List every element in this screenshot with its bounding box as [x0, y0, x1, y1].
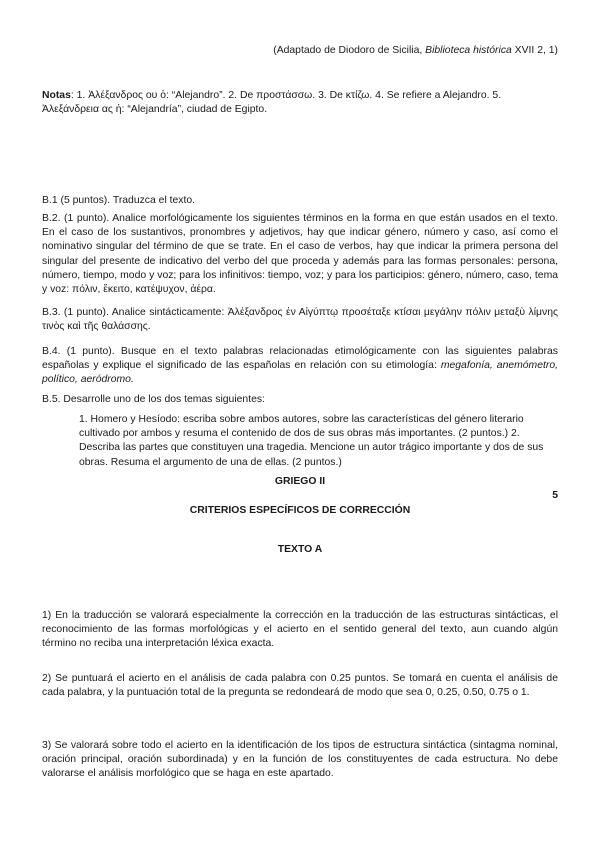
criterion-3: 3) Se valorará sobre todo el acierto en la identificación de los tipos de estructura sintáctica (sintagma nominal, oración principal, oración subordinada) y en la función de los constituyentes de cada estructura. No debe valorarse el análisis morfológico que se haga en este apartado.	[42, 740, 558, 780]
question-b2: B.2. (1 punto). Analice morfológicamente los siguientes términos en la forma en que están usados en el texto. En el caso de los sustantivos, pronombres y adjetivos, hay que indicar género, número y caso, así como el nominativo singular del término de que se trate. En el caso de verbos, hay que indicar la primera persona del singular del presente de indicativo del verbo del que proceda y además para las formas personales: persona, número, tiempo, modo y voz; para los infinitivos: tiempo, voz; y para los participios: género, número, caso, tema y voz: πόλιν, ἔκειτο, κατέψυχον, ἀέρα.	[42, 213, 558, 296]
notes-paragraph	[42, 89, 558, 117]
criteria-title: CRITERIOS ESPECÍFICOS DE CORRECCIÓN	[189, 505, 411, 516]
page-number: 5	[552, 490, 558, 501]
notes-text: : 1. Ἀλέξανδρος ου ὁ: “Alejandro”. 2. De προστάσσω. 3. De κτίζω. 4. Se refiere a Alejandro. 5. Ἀλεξάνδρεια ας ἡ: “Alejandría”, ciudad de Egipto.	[42, 90, 502, 116]
question-b3: B.3. (1 punto). Analice sintácticamente: Ἀλέξανδρος ἐν Αἰγύπτῳ προσέταξε κτίσαι μεγάλην πόλιν μεταξὺ λίμνης τινὸς καὶ τῆς θαλάσσης.	[42, 307, 558, 333]
question-b4-words: megafonía, anemómetro, político, aeródromo.	[42, 360, 559, 386]
criterion-2: 2) Se puntuará el acierto en el análisis de cada palabra con 0.25 puntos. Se tomará en cuenta el análisis de cada palabra, y la puntuación total de la pregunta se redondeará de modo que sea 0, 0.25, 0.50, 0.75 o 1.	[42, 673, 558, 699]
source-prefix: (Adaptado de Diodoro de Sicilia,	[273, 45, 426, 56]
criterion-1: 1) En la traducción se valorará especialmente la corrección en la traducción de las estructuras sintácticas, el reconocimiento de las formas morfológicas y el acierto en el sentido general del texto, aun cuando algún término no reciba una interpretación léxica exacta.	[42, 610, 558, 650]
question-b5-topics: 1. Homero y Hesíodo: escriba sobre ambos autores, sobre las características del género literario cultivado por ambos y resuma el contenido de dos de sus obras más importantes. (2 puntos.) 2. Describa las partes que constituyen una tragedia. Mencione un autor trágico importante y dos de sus obras. Resuma el argumento de una de ellas. (2 puntos.)	[79, 414, 544, 468]
source-suffix: XVII 2, 1)	[511, 45, 558, 56]
question-b1: B.1 (5 puntos). Traduzca el texto.	[42, 195, 196, 206]
subject-heading: GRIEGO II	[274, 476, 326, 487]
question-b4-text: B.4. (1 punto). Busque en el texto palabras relacionadas etimológicamente con las siguientes palabras españolas y explique el significado de las españolas en relación con su etimología:	[42, 346, 558, 372]
question-b4	[42, 345, 558, 388]
source-title: Biblioteca histórica	[425, 45, 512, 56]
notes-label: Notas	[42, 90, 71, 101]
section-heading: TEXTO A	[277, 544, 323, 555]
question-b5: B.5. Desarrolle uno de los dos temas siguientes:	[42, 394, 265, 405]
source-citation	[273, 44, 558, 58]
